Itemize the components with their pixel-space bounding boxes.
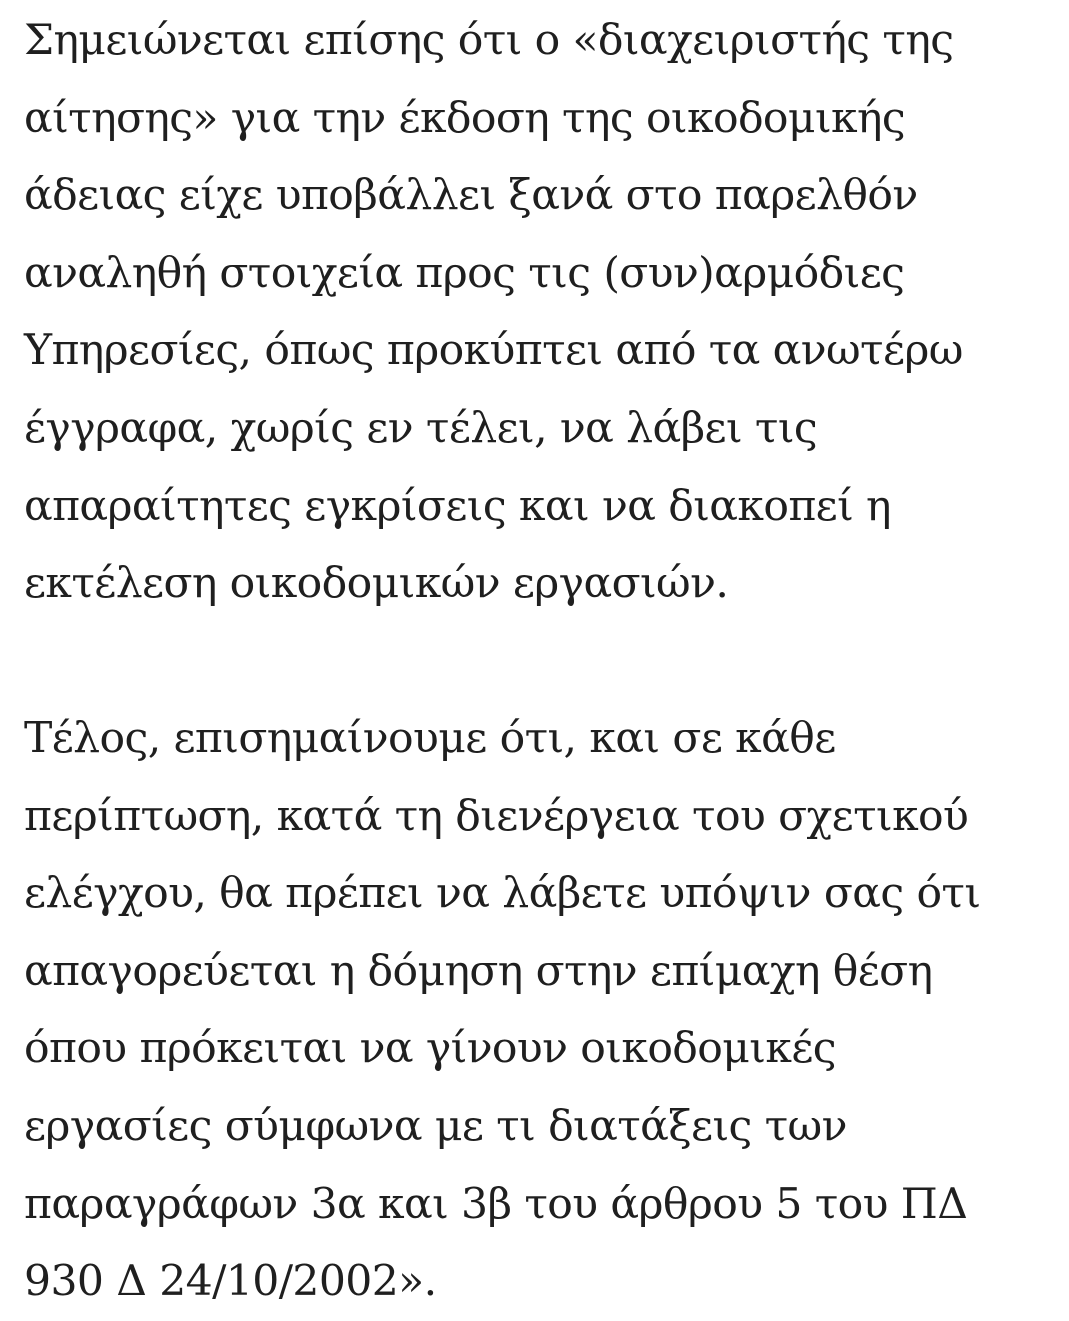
text-line: περίπτωση, κατά τη διενέργεια του σχετικού [24, 791, 969, 841]
text-line: ελέγχου, θα πρέπει να λάβετε υπόψιν σας ότι [24, 869, 981, 919]
text-line: έγγραφα, χωρίς εν τέλει, να λάβει τις [24, 403, 818, 453]
paragraph-2 [24, 700, 1054, 1321]
text-line: εργασίες σύμφωνα με τι διατάξεις των [24, 1101, 847, 1151]
text-line: παραγράφων 3α και 3β του άρθρου 5 του ΠΔ [24, 1179, 968, 1229]
text-line: Υπηρεσίες, όπως προκύπτει από τα ανωτέρω [24, 326, 963, 376]
paragraph-1 [24, 2, 1054, 623]
text-line: άδειας είχε υποβάλλει ξανά στο παρελθόν [24, 171, 918, 221]
text-line: αναληθή στοιχεία προς τις (συν)αρμόδιες [24, 248, 905, 298]
text-line: 930 Δ 24/10/2002». [24, 1257, 437, 1307]
text-line: εκτέλεση οικοδομικών εργασιών. [24, 559, 729, 609]
text-line: Σημειώνεται επίσης ότι ο «διαχειριστής της [24, 16, 954, 65]
text-line: απαγορεύεται η δόμηση στην επίμαχη θέση [24, 946, 933, 996]
text-line: αίτησης» για την έκδοση της οικοδομικής [24, 93, 906, 143]
text-line: όπου πρόκειται να γίνουν οικοδομικές [24, 1024, 836, 1074]
text-line: Τέλος, επισημαίνουμε ότι, και σε κάθε [24, 714, 836, 763]
text-line: απαραίτητες εγκρίσεις και να διακοπεί η [24, 481, 891, 531]
